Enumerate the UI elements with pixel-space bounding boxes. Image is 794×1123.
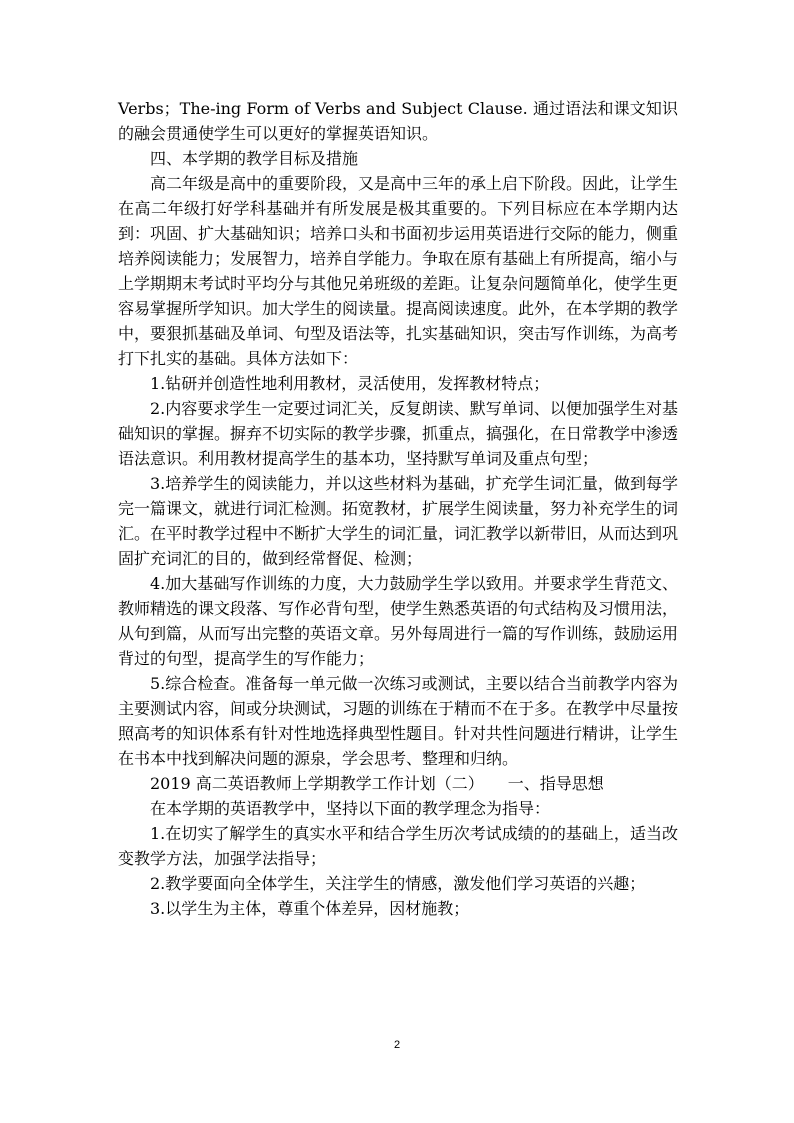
list-item-4: 4.加大基础写作训练的力度，大力鼓励学生学以致用。并要求学生背范文、教师精选的课文段落、写作必背句型，使学生熟悉英语的句式结构及习惯用法，从句到篇，从而写出完整的英语文章。另外每周进行一篇的写作训练，鼓励运用背过的句型，提高学生的写作能力； bbox=[118, 574, 679, 668]
guiding-item-1: 1.在切实了解学生的真实水平和结合学生历次考试成绩的的基础上，适当改变教学方法，加强学法指导； bbox=[118, 824, 678, 868]
paragraph-goals-overview: 高二年级是高中的重要阶段，又是高中三年的承上启下阶段。因此，让学生在高二年级打好学科基础并有所发展是极其重要的。下列目标应在本学期内达到：巩固、扩大基础知识；培养口头和书面初步运用英语进行交际的能力，侧重培养阅读能力；发展智力，培养自学能力。争取在原有基础上有所提高，缩小与上学期期末考试时平均分与其他兄弟班级的差距。让复杂问题简单化，使学生更容易掌握所学知识。加大学生的阅读量。提高阅读速度。此外，在本学期的教学中，要狠抓基础及单词、句型及语法等，扎实基础知识，突击写作训练，为高考打下扎实的基础。具体方法如下： bbox=[118, 174, 679, 368]
guiding-item-3: 3.以学生为主体，尊重个体差异，因材施教； bbox=[150, 899, 470, 918]
list-item-1: 1.钻研并创造性地利用教材，灵活使用，发挥教材特点； bbox=[150, 374, 550, 393]
list-item-3: 3.培养学生的阅读能力，并以这些材料为基础，扩充学生词汇量，做到每学完一篇课文，就进行词汇检测。拓宽教材，扩展学生阅读量，努力补充学生的词汇。在平时教学过程中不断扩大学生的词汇量，词汇教学以新带旧，从而达到巩固扩充词汇的目的，做到经常督促、检测； bbox=[118, 474, 679, 568]
paragraph-grammar-summary: Verbs；The-ing Form of Verbs and Subject Clause. 通过语法和课文知识的融会贯通使学生可以更好的掌握英语知识。 bbox=[118, 99, 678, 143]
guiding-item-2: 2.教学要面向全体学生，关注学生的情感，激发他们学习英语的兴趣； bbox=[150, 874, 646, 893]
section-heading-goals: 四、本学期的教学目标及措施 bbox=[150, 149, 359, 168]
list-item-5: 5.综合检查。准备每一单元做一次练习或测试，主要以结合当前教学内容为主要测试内容，间或分块测试，习题的训练在于精而不在于多。在教学中尽量按照高考的知识体系有针对性地选择典型性题目。针对共性问题进行精讲，让学生在书本中找到解决问题的源泉，学会思考、整理和归纳。 bbox=[118, 674, 679, 768]
page-number: 2 bbox=[393, 1039, 401, 1051]
list-item-2: 2.内容要求学生一定要过词汇关，反复朗读、默写单词、以便加强学生对基础知识的掌握。摒弃不切实际的教学步骤，抓重点，搞强化，在日常教学中渗透语法意识。利用教材提高学生的基本功，坚持默写单词及重点句型； bbox=[118, 399, 679, 468]
document-body bbox=[118, 96, 678, 921]
paragraph-guiding-ideas: 在本学期的英语教学中，坚持以下面的教学理念为指导： bbox=[150, 799, 551, 818]
plan-two-heading: 2019 高二英语教师上学期教学工作计划（二） 一、指导思想 bbox=[150, 774, 604, 793]
